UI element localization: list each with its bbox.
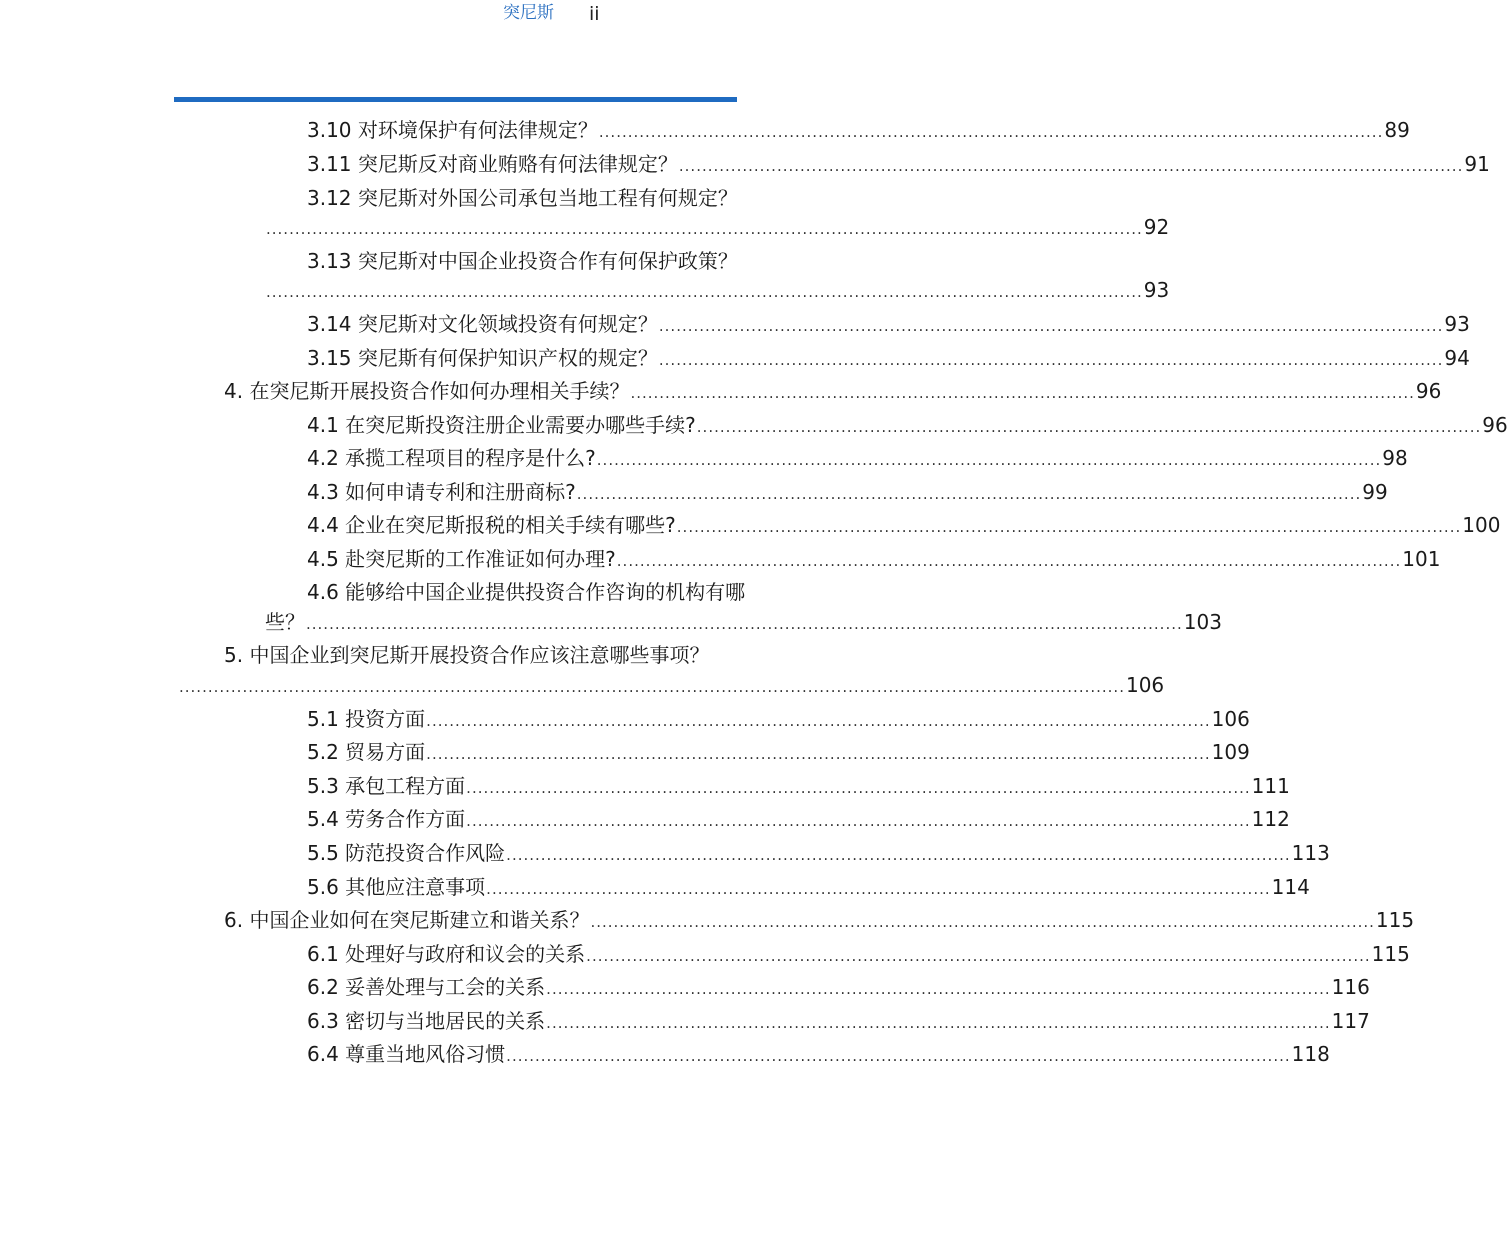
toc-leader-dots: ........................................................................................................................................ bbox=[466, 779, 1251, 797]
toc-entry-title: 3.14 突尼斯对文化领域投资有何规定？ bbox=[307, 312, 658, 336]
toc-leader-dots: ........................................................................................................................................ bbox=[616, 552, 1402, 570]
toc-entry-title: 6.4 尊重当地风俗习惯 bbox=[307, 1042, 506, 1066]
toc-entry-page: 93 bbox=[1444, 312, 1470, 336]
toc-entry[interactable] bbox=[307, 344, 1470, 372]
toc-entry-title: 5.4 劳务合作方面 bbox=[307, 807, 466, 831]
toc-leader-dots: ........................................................................................................................................ bbox=[658, 351, 1444, 369]
toc-entry[interactable] bbox=[307, 738, 1250, 766]
toc-entry-page: 91 bbox=[1464, 152, 1490, 176]
toc-entry-title: 3.12 突尼斯对外国公司承包当地工程有何规定？ bbox=[307, 186, 738, 210]
toc-entry[interactable] bbox=[307, 1040, 1330, 1068]
toc-entry[interactable] bbox=[307, 150, 1490, 178]
toc-leader-dots: .................................................................................................................................................................... bbox=[179, 678, 1125, 696]
toc-entry-title-continued: 些？ bbox=[265, 610, 305, 634]
toc-entry-title: 6.2 妥善处理与工会的关系 bbox=[307, 975, 546, 999]
toc-entry-title: 5. 中国企业到突尼斯开展投资合作应该注意哪些事项？ bbox=[224, 643, 710, 667]
toc-entry-page: 118 bbox=[1291, 1042, 1330, 1066]
toc-leader-dots: ........................................................................................................................................................ bbox=[266, 283, 1143, 301]
toc-entry-page: 106 bbox=[1125, 673, 1165, 697]
toc-entry-title: 6. 中国企业如何在突尼斯建立和谐关系？ bbox=[224, 908, 590, 932]
toc-entry-title: 3.15 突尼斯有何保护知识产权的规定？ bbox=[307, 346, 658, 370]
toc-entry-page: 101 bbox=[1402, 547, 1441, 571]
toc-leader-dots: ........................................................................................................................................ bbox=[466, 812, 1251, 830]
toc-entry-page: 115 bbox=[1375, 908, 1415, 932]
toc-leader-dots: ........................................................................................................................................ bbox=[630, 384, 1415, 402]
toc-leader-dots: ........................................................................................................................................ bbox=[506, 1047, 1291, 1065]
toc-leader-dots: ........................................................................................................................................ bbox=[576, 485, 1362, 503]
toc-entry-page: 96 bbox=[1482, 413, 1508, 437]
toc-leader-dots: ........................................................................................................................................ bbox=[546, 980, 1331, 998]
toc-entry-page: 103 bbox=[1183, 610, 1222, 634]
toc-entry-page: 114 bbox=[1271, 875, 1310, 899]
toc-entry-page: 94 bbox=[1444, 346, 1470, 370]
toc-entry[interactable] bbox=[307, 1007, 1370, 1035]
toc-entry-page: 115 bbox=[1371, 942, 1410, 966]
toc-leader-dots: ........................................................................................................................................................ bbox=[266, 220, 1143, 238]
toc-leader-dots: ........................................................................................................................................ bbox=[506, 846, 1291, 864]
toc-leader-dots: ........................................................................................................................................ bbox=[590, 913, 1375, 931]
toc-entry-page: 99 bbox=[1362, 480, 1388, 504]
toc-entry[interactable] bbox=[307, 444, 1408, 472]
toc-entry-page: 116 bbox=[1331, 975, 1370, 999]
toc-entry[interactable] bbox=[307, 772, 1290, 800]
toc-entry-page: 112 bbox=[1251, 807, 1290, 831]
toc-leader-dots: ........................................................................................................................................ bbox=[586, 947, 1371, 965]
toc-entry-page: 109 bbox=[1211, 740, 1250, 764]
toc-entry[interactable] bbox=[307, 973, 1370, 1001]
toc-leader-dots: ........................................................................................................................................................ bbox=[306, 615, 1183, 633]
toc-entry-title: 4.5 赴突尼斯的工作准证如何办理? bbox=[307, 547, 616, 571]
toc-entry-page: 89 bbox=[1384, 118, 1410, 142]
toc-entry-page: 100 bbox=[1462, 513, 1501, 537]
toc-entry-title: 4.3 如何申请专利和注册商标? bbox=[307, 480, 576, 504]
toc-entry[interactable] bbox=[224, 906, 1415, 934]
toc-entry-title: 4.2 承揽工程项目的程序是什么? bbox=[307, 446, 596, 470]
toc-entry[interactable] bbox=[307, 310, 1470, 338]
toc-entry-title: 3.11 突尼斯反对商业贿赂有何法律规定？ bbox=[307, 152, 678, 176]
toc-entry-page: 98 bbox=[1382, 446, 1408, 470]
toc-entry[interactable] bbox=[307, 940, 1410, 968]
toc-entry-title: 6.3 密切与当地居民的关系 bbox=[307, 1009, 546, 1033]
toc-leader-dots: ........................................................................................................................................ bbox=[426, 745, 1211, 763]
toc-entry-page: 113 bbox=[1291, 841, 1330, 865]
toc-entry-page: 117 bbox=[1331, 1009, 1370, 1033]
toc-leader-dots: ........................................................................................................................................ bbox=[486, 880, 1271, 898]
toc-entry[interactable] bbox=[307, 839, 1330, 867]
toc-entry-page: 111 bbox=[1251, 774, 1290, 798]
toc-entry-title: 5.3 承包工程方面 bbox=[307, 774, 466, 798]
toc-entry[interactable] bbox=[307, 478, 1388, 506]
toc-leader-dots: ........................................................................................................................................ bbox=[676, 518, 1462, 536]
toc-entry-page: 106 bbox=[1211, 707, 1250, 731]
toc-entry-title: 5.5 防范投资合作风险 bbox=[307, 841, 506, 865]
toc-entry[interactable] bbox=[307, 411, 1508, 439]
toc-leader-dots: ........................................................................................................................................ bbox=[678, 157, 1464, 175]
header-page-number: ii bbox=[589, 3, 600, 25]
toc-entry-title: 5.6 其他应注意事项 bbox=[307, 875, 486, 899]
toc-entry[interactable] bbox=[307, 805, 1290, 833]
toc-leader-dots: ........................................................................................................................................ bbox=[426, 712, 1211, 730]
toc-entry[interactable] bbox=[307, 116, 1410, 144]
toc-entry-title: 4.1 在突尼斯投资注册企业需要办哪些手续? bbox=[307, 413, 696, 437]
toc-entry[interactable] bbox=[307, 705, 1250, 733]
toc-leader-dots: ........................................................................................................................................ bbox=[696, 418, 1482, 436]
toc-entry-title: 5.2 贸易方面 bbox=[307, 740, 426, 764]
toc-entry-title: 5.1 投资方面 bbox=[307, 707, 426, 731]
toc-leader-dots: ........................................................................................................................................ bbox=[596, 451, 1382, 469]
toc-entry[interactable] bbox=[307, 873, 1310, 901]
toc-entry-title: 6.1 处理好与政府和议会的关系 bbox=[307, 942, 586, 966]
toc-leader-dots: ........................................................................................................................................ bbox=[546, 1014, 1331, 1032]
toc-entry-title: 3.13 突尼斯对中国企业投资合作有何保护政策？ bbox=[307, 249, 738, 273]
toc-leader-dots: ........................................................................................................................................ bbox=[658, 317, 1444, 335]
toc-entry-page: 96 bbox=[1415, 379, 1442, 403]
toc-leader-dots: ........................................................................................................................................ bbox=[598, 123, 1384, 141]
toc-entry-page: 93 bbox=[1143, 278, 1170, 302]
toc-entry-title: 4. 在突尼斯开展投资合作如何办理相关手续？ bbox=[224, 379, 630, 403]
toc-entry-page: 92 bbox=[1143, 215, 1170, 239]
toc-entry-title: 3.10 对环境保护有何法律规定？ bbox=[307, 118, 598, 142]
toc-entry[interactable] bbox=[224, 377, 1442, 405]
toc-entry[interactable] bbox=[307, 511, 1501, 539]
header-country-name: 突尼斯 bbox=[503, 3, 554, 23]
header-rule bbox=[174, 97, 737, 102]
toc-entry-title: 4.6 能够给中国企业提供投资合作咨询的机构有哪 bbox=[307, 580, 746, 604]
toc-entry-title: 4.4 企业在突尼斯报税的相关手续有哪些? bbox=[307, 513, 676, 537]
toc-entry[interactable] bbox=[307, 545, 1441, 573]
